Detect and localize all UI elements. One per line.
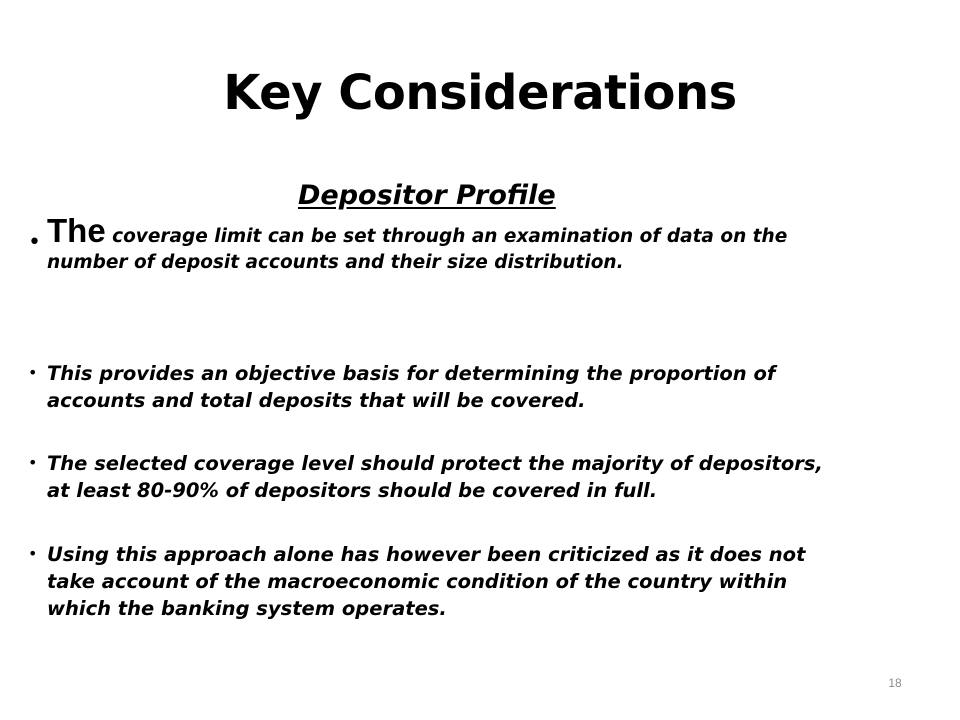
- slide-subtitle: Depositor Profile: [298, 180, 556, 211]
- bullet-icon: •: [28, 544, 38, 563]
- bullet-text: Using this approach alone has however been criticized as it does not take account of the macroeconomic condition of the country within which the banking system operates.: [47, 543, 806, 620]
- bullet-body: coverage limit can be set through an examination of data on the number of deposit accounts and their size distribution.: [47, 226, 788, 273]
- bullet-lead-word: The: [47, 212, 106, 249]
- bullet-icon: •: [28, 363, 38, 382]
- page-number: 18: [888, 676, 902, 690]
- bullet-icon: •: [28, 453, 38, 472]
- slide-title: Key Considerations: [223, 65, 737, 121]
- bullet-text: This provides an objective basis for determining the proportion of accounts and total deposits that will be covered.: [47, 362, 776, 412]
- bullet-icon: •: [28, 230, 41, 255]
- bullet-text: The selected coverage level should protect the majority of depositors, at least 80-90% of depositors should be covered in full.: [47, 452, 823, 502]
- bullet-text: [47, 212, 847, 276]
